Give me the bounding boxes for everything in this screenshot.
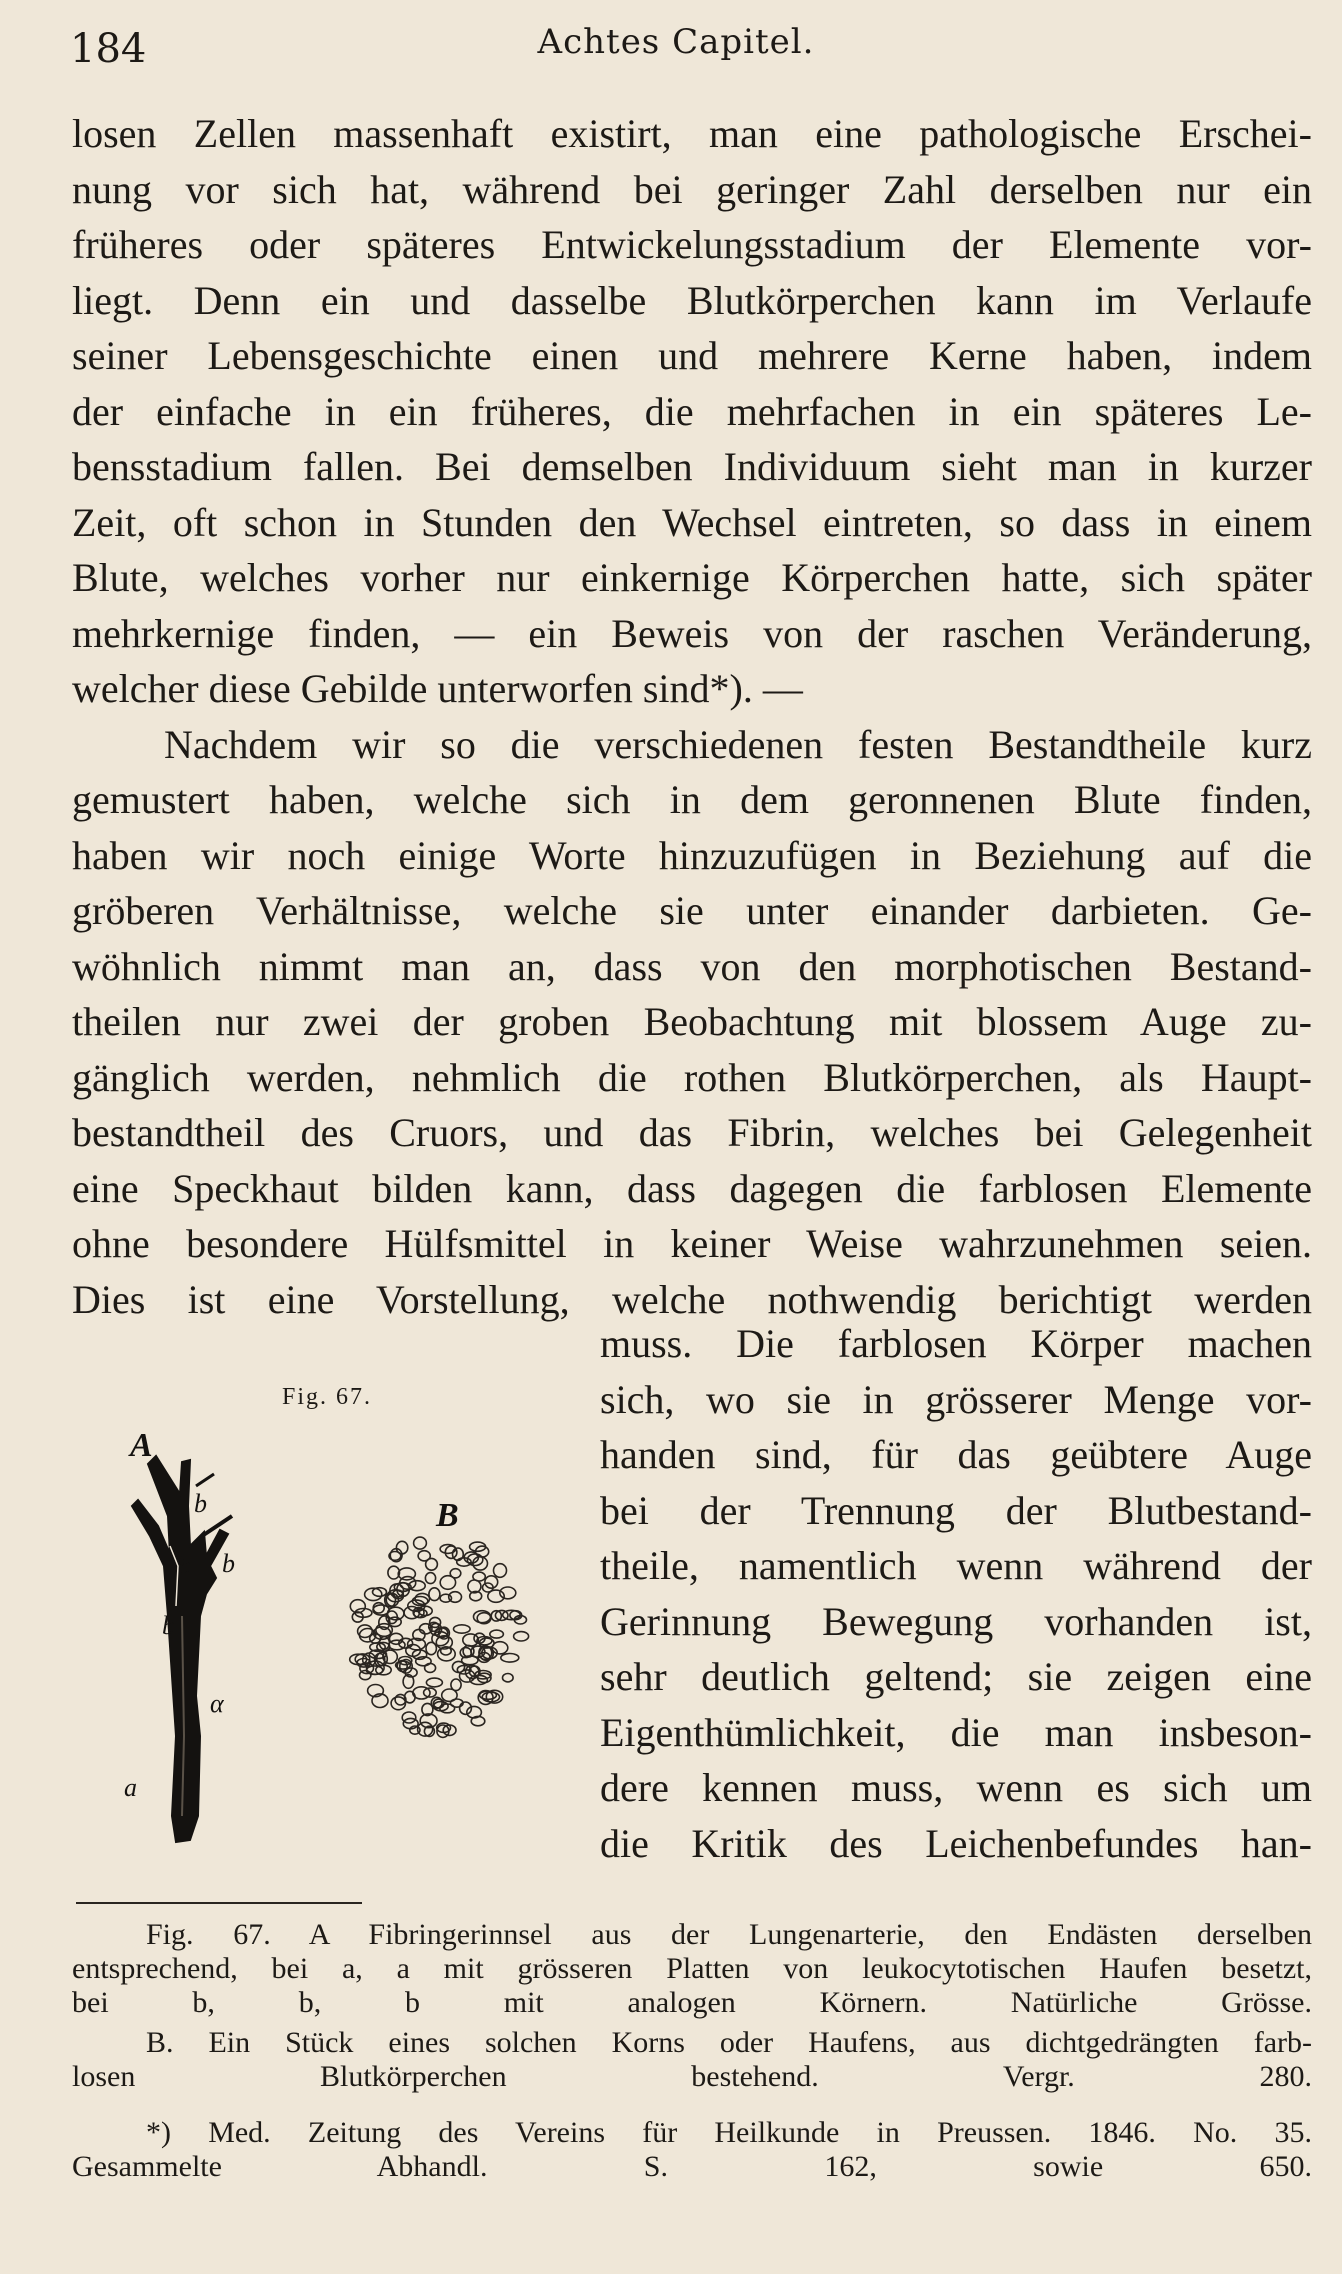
text-line: Dies ist eine Vorstellung, welche nothwendig berichtigt werden	[72, 1276, 1312, 1322]
text-line: liegt. Denn ein und dasselbe Blutkörperchen kann im Verlaufe	[72, 277, 1312, 323]
page-number: 184	[70, 26, 147, 72]
granule	[350, 1600, 365, 1613]
text-line: theile, namentlich wenn während der	[600, 1543, 1312, 1588]
granule	[402, 1712, 416, 1723]
text-line: früheres oder späteres Entwickelungsstadium der Elemente vor-	[72, 222, 1312, 267]
granule	[451, 1679, 461, 1691]
granule	[440, 1576, 455, 1590]
caption-line: losen Blutkörperchen bestehend. Vergr. 280.	[72, 2060, 1312, 2093]
granule	[473, 1572, 485, 1581]
caption-line: bei b, b, b mit analogen Körnern. Natürliche Grösse.	[72, 1986, 1312, 2019]
granule	[425, 1573, 435, 1584]
granule	[426, 1678, 442, 1687]
text-line: handen sind, für das geübtere Auge	[600, 1432, 1312, 1477]
figure-mark-b: b	[178, 1551, 191, 1580]
granule-cluster-drawing	[350, 1537, 529, 1737]
figure-67	[72, 1316, 592, 1876]
figure-mark-b: b	[162, 1611, 175, 1640]
granule	[490, 1630, 504, 1638]
granule	[440, 1545, 456, 1554]
text-line: sich, wo sie in grösserer Menge vor-	[600, 1376, 1312, 1422]
page-header	[70, 22, 1282, 82]
text-line: sehr deutlich geltend; sie zeigen eine	[600, 1654, 1312, 1699]
granule	[390, 1633, 403, 1644]
figure-illustration	[72, 1316, 592, 1876]
text-line: ohne besondere Hülfsmittel in keiner Weise wahrzunehmen seien.	[72, 1221, 1312, 1266]
granule	[463, 1634, 479, 1646]
caption-line: entsprechend, bei a, a mit grösseren Platten von leukocytotischen Haufen besetzt,	[72, 1952, 1312, 1985]
reference-footnote	[72, 2116, 1312, 2184]
text-line: gemustert haben, welche sich in dem geronnenen Blute finden,	[72, 777, 1312, 822]
paragraph-2	[72, 717, 1312, 1328]
granule	[494, 1564, 507, 1578]
paragraph-1	[72, 106, 1312, 717]
figure-caption-b	[72, 2026, 1312, 2094]
figure-label: Fig. 67.	[282, 1384, 373, 1410]
figure-mark-b: b	[194, 1489, 207, 1518]
figure-part-b-label: B	[436, 1497, 459, 1534]
text-line: gänglich werden, nehmlich die rothen Blutkörperchen, als Haupt-	[72, 1054, 1312, 1100]
figure-mark-alpha: α	[210, 1689, 224, 1718]
granule	[414, 1537, 427, 1549]
text-line: Zeit, oft schon in Stunden den Wechsel eintreten, so dass in einem	[72, 499, 1312, 545]
granule	[485, 1576, 498, 1588]
granule	[429, 1588, 440, 1601]
granule	[426, 1558, 438, 1570]
text-line: Eigenthümlichkeit, die man insbeson-	[600, 1709, 1312, 1755]
text-line: eine Speckhaut bilden kann, dass dagegen die farblosen Elemente	[72, 1165, 1312, 1211]
granule	[514, 1632, 529, 1641]
fibrin-clot-drawing	[132, 1456, 232, 1842]
granule	[425, 1663, 436, 1672]
text-line: muss. Die farblosen Körper machen	[600, 1321, 1312, 1366]
granule	[454, 1625, 471, 1633]
figure-part-a-label: A	[130, 1427, 153, 1464]
text-line: nung vor sich hat, während bei geringer Zahl derselben nur ein	[72, 166, 1312, 212]
text-line: welcher diese Gebilde unterworfen sind*). —	[72, 666, 803, 711]
text-line: Nachdem wir so die verschiedenen festen Bestandtheile kurz	[164, 721, 1312, 767]
text-line: bei der Trennung der Blutbestand-	[600, 1487, 1312, 1533]
text-line: Blute, welches vorher nur einkernige Körperchen hatte, sich später	[72, 555, 1312, 600]
footnotes	[72, 1918, 1312, 2190]
granule	[453, 1548, 464, 1560]
text-line: losen Zellen massenhaft existirt, man eine pathologische Erschei-	[72, 111, 1312, 156]
text-line: bestandtheil des Cruors, und das Fibrin, welches bei Gelegenheit	[72, 1110, 1312, 1155]
text-line: gröberen Verhältnisse, welche sie unter einander darbieten. Ge-	[72, 888, 1312, 933]
caption-line: B. Ein Stück eines solchen Korns oder Haufens, aus dichtgedrängten farb-	[146, 2026, 1312, 2059]
text-line: der einfache in ein früheres, die mehrfachen in ein späteres Le-	[72, 388, 1312, 434]
footnote-line: Gesammelte Abhandl. S. 162, sowie 650.	[72, 2150, 1312, 2183]
running-head: Achtes Capitel.	[537, 22, 815, 62]
footnote-rule	[76, 1902, 362, 1904]
text-line: wöhnlich nimmt man an, dass von den morphotischen Bestand-	[72, 943, 1312, 989]
caption-line: Fig. 67. A Fibringerinnsel aus der Lungenarterie, den Endästen derselben	[146, 1918, 1312, 1951]
granule	[501, 1654, 519, 1663]
granule	[358, 1625, 373, 1638]
text-line: Gerinnung Bewegung vorhanden ist,	[600, 1598, 1312, 1644]
granule	[360, 1671, 371, 1680]
footnote-line: *) Med. Zeitung des Vereins für Heilkunde in Preussen. 1846. No. 35.	[146, 2116, 1312, 2149]
figure-caption	[72, 1918, 1312, 2020]
wrapped-text	[600, 1316, 1312, 1871]
text-line: dere kennen muss, wenn es sich um	[600, 1765, 1312, 1810]
granule	[367, 1666, 383, 1675]
text-line: die Kritik des Leichenbefundes han-	[600, 1820, 1312, 1866]
granule	[503, 1674, 514, 1682]
granule	[404, 1607, 419, 1619]
granule	[373, 1605, 389, 1615]
text-line: seiner Lebensgeschichte einen und mehrere Kerne haben, indem	[72, 333, 1312, 378]
text-line: mehrkernige finden, — ein Beweis von der raschen Veränderung,	[72, 610, 1312, 656]
main-text	[72, 106, 1312, 1327]
text-line: bensstadium fallen. Bei demselben Individuum sieht man in kurzer	[72, 444, 1312, 489]
text-line: theilen nur zwei der groben Beobachtung mit blossem Auge zu-	[72, 999, 1312, 1044]
figure-mark-b: b	[222, 1549, 235, 1578]
text-line: haben wir noch einige Worte hinzuzufügen in Beziehung auf die	[72, 832, 1312, 878]
figure-mark-a: a	[124, 1773, 137, 1802]
